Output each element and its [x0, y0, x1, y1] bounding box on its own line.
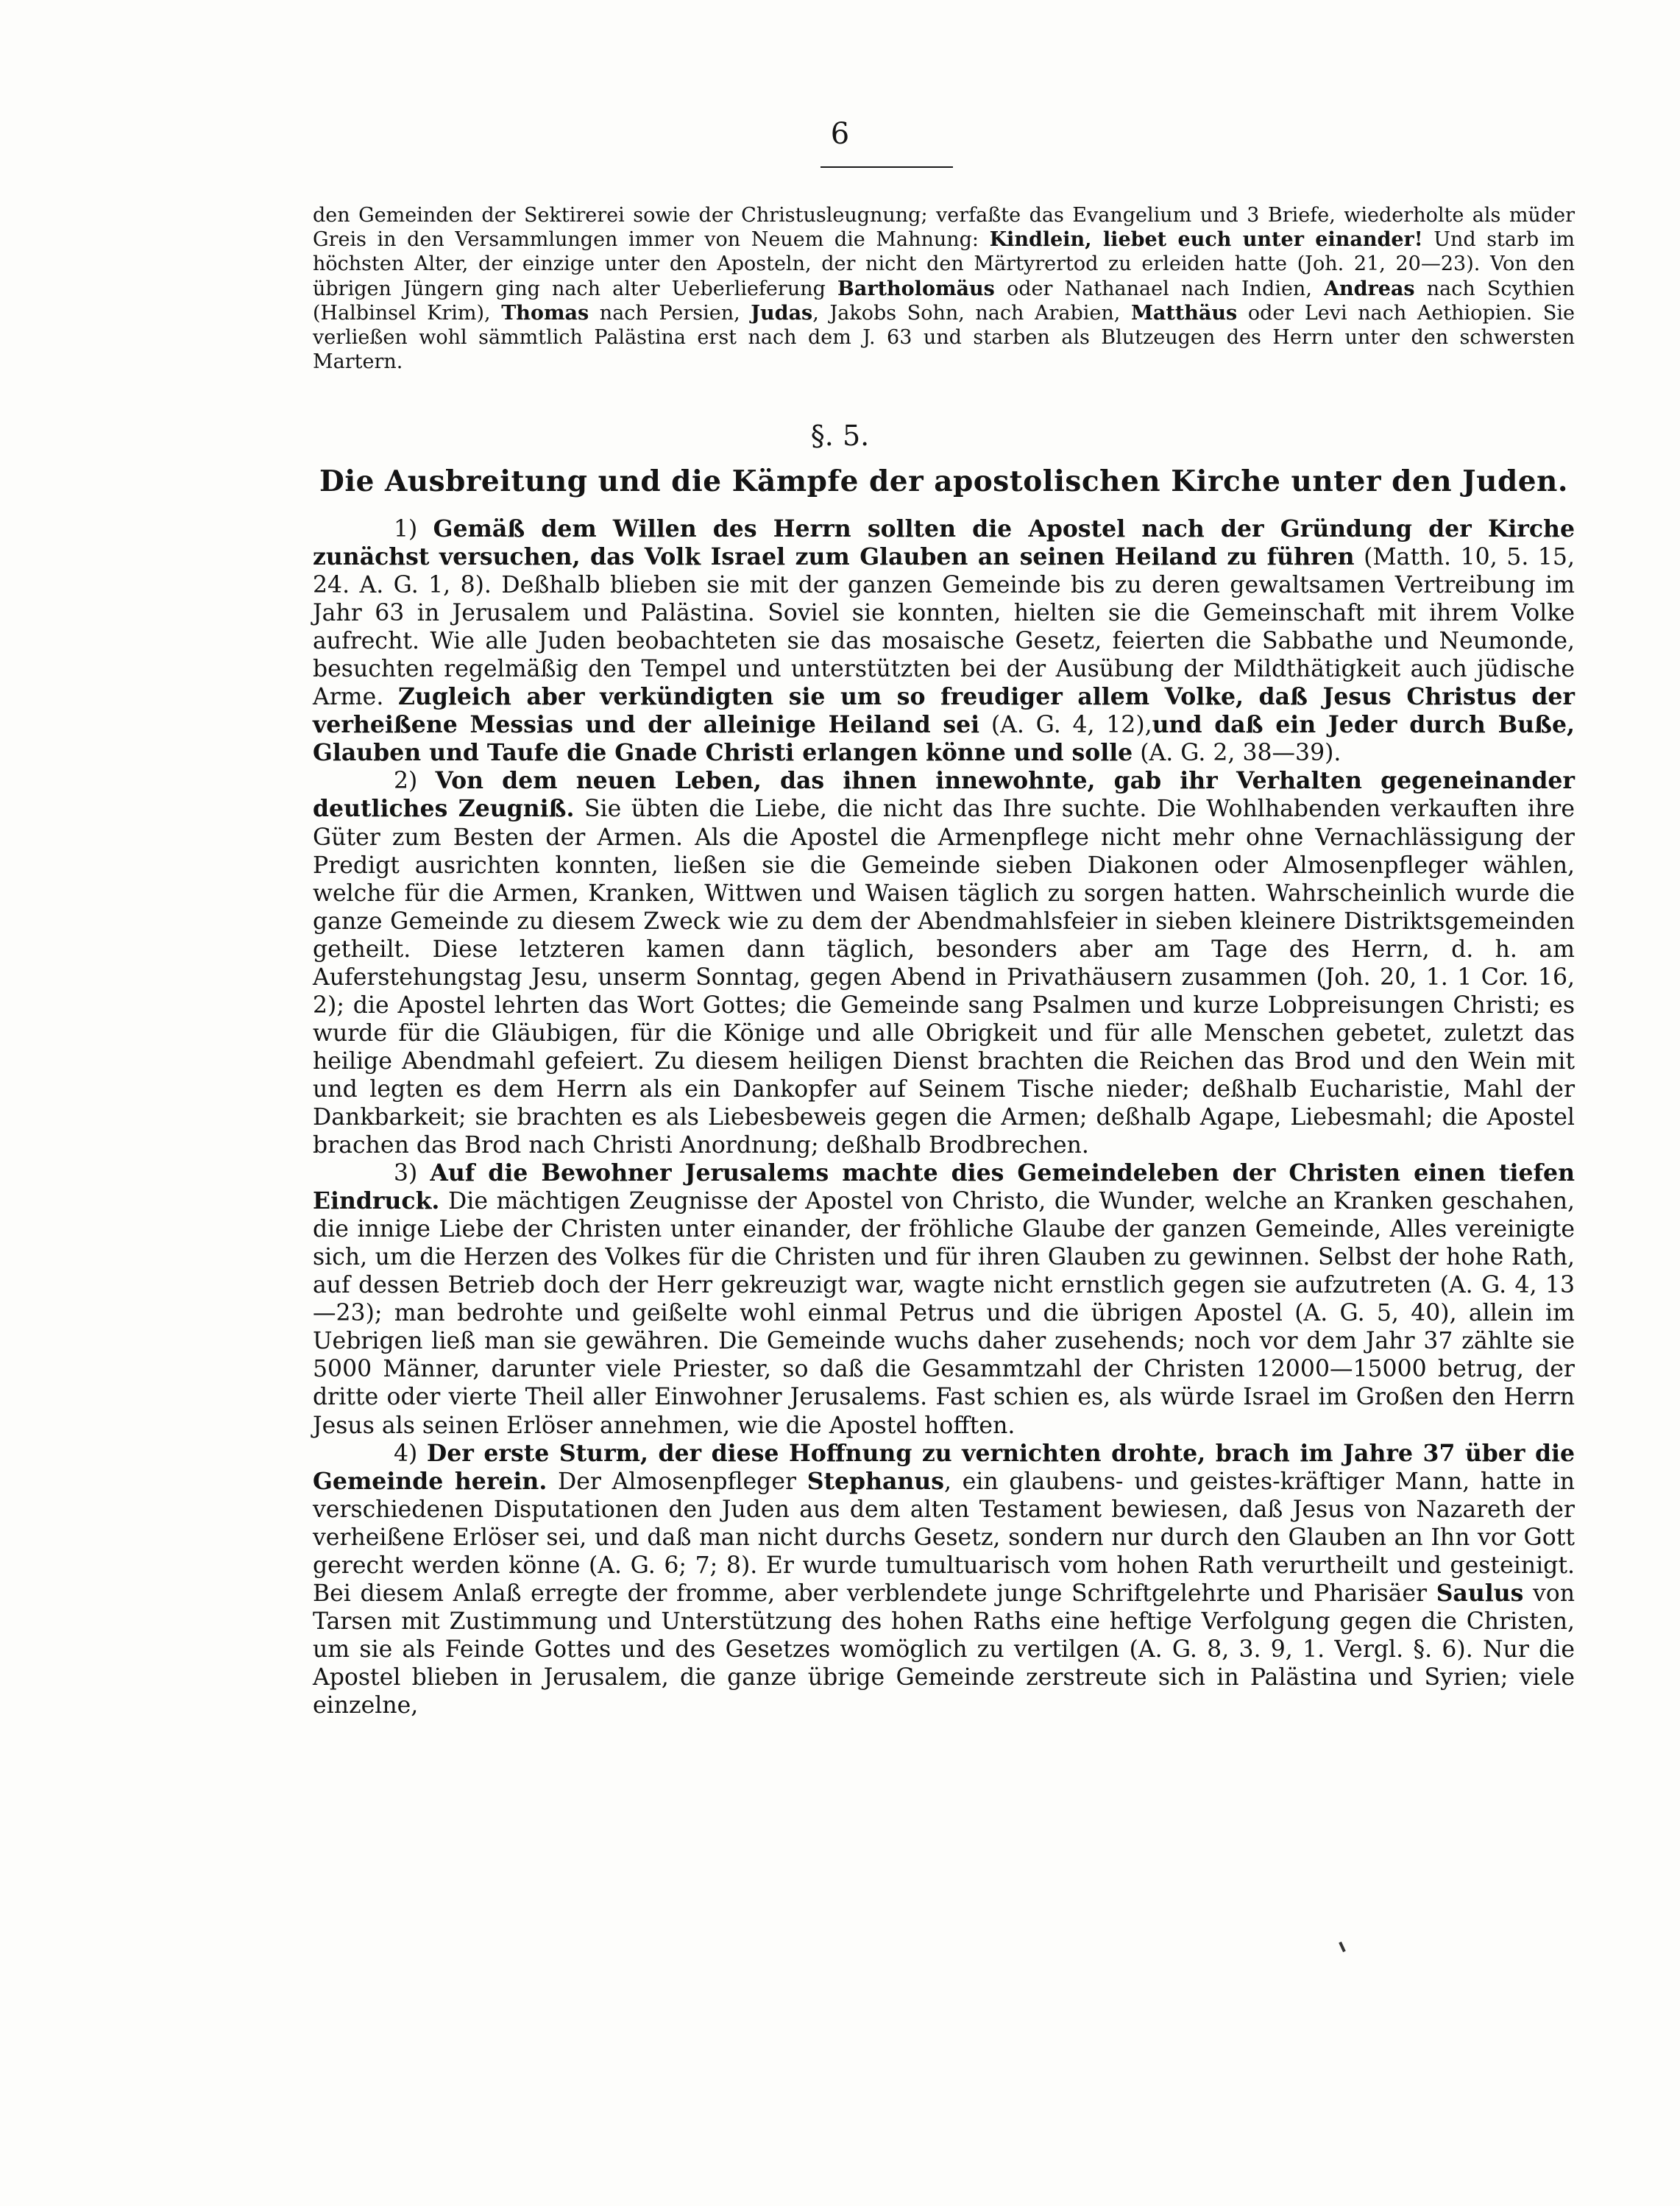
paragraph-2 [313, 767, 1575, 1159]
footnote-text: oder Levi nach Aethiopien. Sie verließen wohl sämmtlich Palästina erst nach dem J. 63 und starben als Blutzeugen des Herrn unter den schwersten Martern. [313, 301, 1576, 374]
paragraph-emphasis: Zugleich aber verkündigten sie um so freudiger allem Volke, daß Jesus Christus der verheißene Messias und der alleinige Heiland sei [313, 683, 1576, 739]
paragraph-text: (A. G. 2, 38—39). [1133, 740, 1341, 767]
footnote-name-thomas: Thomas [501, 301, 589, 325]
footnote-name-andreas: Andreas [1324, 277, 1415, 300]
paragraph-emphasis: Von dem neuen Leben, das ihnen innewohnte, gab ihr Verhalten gegeneinander deutliches Zeugniß. [313, 767, 1575, 823]
header-rule [820, 166, 953, 168]
paragraph-emphasis: und daß ein Jeder durch Buße, Glauben und Taufe die Gnade Christi erlangen könne und solle [313, 711, 1575, 767]
paragraph-text: 4) [394, 1440, 427, 1467]
footnote-text: den Gemeinden der Sektirerei sowie der Christusleugnung; verfaßte das Evangelium und 3 Briefe, wiederholte als müder Greis in den Versammlungen immer von Neuem die Mahnung: [313, 204, 1575, 252]
footnote-text: Und starb im höchsten Alter, der einzige unter den Aposteln, der nicht den Märtyrertod zu erleiden hatte (Joh. 21, 20—23). Von den übrigen Jüngern ging nach alter Ueberlieferung [313, 228, 1575, 300]
paragraph-text: von Tarsen mit Zustimmung und Unterstützung des hohen Raths eine heftige Verfolgung gegen die Christen, um sie als Feinde Gottes und des Gesetzes womöglich zu vertilgen (A. G. 8, 3. 9, 1. Vergl. §. 6). Nur die Apostel blieben in Jerusalem, die ganze übrige Gemeinde zerstreute sich in Palästina und Syrien; viele einzelne, [313, 1580, 1575, 1719]
ink-speck [1339, 1942, 1346, 1952]
footnote-text: nach Persien, [589, 301, 751, 325]
paragraph-3 [313, 1159, 1575, 1439]
footnote-text: nach Scythien (Halbinsel Krim), [313, 277, 1576, 325]
page-number: 6 [830, 117, 850, 151]
paragraph-text: (Matth. 10, 5. 15, 24. A. G. 1, 8). Deßhalb blieben sie mit der ganzen Gemeinde bis zu deren gewaltsamen Vertreibung im Jahr 63 in Jerusalem und Palästina. Soviel sie konnten, hielten sie die Gemeinschaft mit ihrem Volke aufrecht. Wie alle Juden beobachteten sie das mosaische Gesetz, feierten die Sabbathe und Neumonde, besuchten regelmäßig den Tempel und unterstützten bei der Ausübung der Mildthätigkeit auch jüdische Arme. [313, 544, 1575, 711]
footnote-name-bartholomaeus: Bartholomäus [837, 277, 995, 300]
paragraph-text: 1) [394, 516, 433, 542]
body-text [313, 515, 1575, 1719]
section-title: Die Ausbreitung und die Kämpfe der apostolischen Kirche unter den Juden. [319, 464, 1568, 498]
paragraph-text: 2) [394, 768, 436, 795]
paragraph-text: Sie übten die Liebe, die nicht das Ihre suchte. Die Wohlhabenden verkauften ihre Güter zum Besten der Armen. Als die Apostel die Armenpflege nicht mehr ohne Vernachlässigung der Predigt ausrichten konnten, ließen sie die Gemeinde sieben Diakonen oder Almosenpfleger wählen, welche für die Armen, Kranken, Wittwen und Waisen täglich zu sorgen hatten. Wahrscheinlich wurde die ganze Gemeinde zu diesem Zweck wie zu dem der Abendmahlsfeier in sieben kleinere Distriktsgemeinden getheilt. Diese letzteren kamen dann täglich, besonders aber am Tage des Herrn, d. h. am Auferstehungstag Jesu, unserm Sonntag, gegen Abend in Privathäusern zusammen (Joh. 20, 1. 1 Cor. 16, 2); die Apostel lehrten das Wort Gottes; die Gemeinde sang Psalmen und kurze Lobpreisungen Christi; es wurde für die Gläubigen, für die Könige und alle Obrigkeit und für alle Menschen gebetet, zuletzt das heilige Abendmahl gefeiert. Zu diesem heiligen Dienst brachten die Reichen das Brod und den Wein mit und legten es dem Herrn als ein Dankopfer auf Seinem Tische nieder; deßhalb Eucharistie, Mahl der Dankbarkeit; sie brachten es als Liebesbeweis gegen die Armen; deßhalb Agape, Liebesmahl; die Apostel brachen das Brod nach Christi Anordnung; deßhalb Brodbrechen. [313, 796, 1575, 1159]
footnote-text: , Jakobs Sohn, nach Arabien, [812, 301, 1131, 325]
paragraph-text: Der Almosenpfleger [547, 1468, 807, 1495]
section-number: §. 5. [810, 420, 870, 452]
name-stephanus: Stephanus [807, 1467, 944, 1495]
name-saulus: Saulus [1436, 1579, 1524, 1607]
paragraph-text: , ein glaubens- und geistes-kräftiger Mann, hatte in verschiedenen Disputationen den Juden aus dem alten Testament bewiesen, daß Jesus von Nazareth der verheißene Erlöser sei, und daß man nicht durchs Gesetz, sondern nur durch den Glauben an Ihn vor Gott gerecht werden könne (A. G. 6; 7; 8). Er wurde tumultuarisch vom hohen Rath verurtheilt und gesteinigt. Bei diesem Anlaß erregte der fromme, aber verblendete junge Schriftgelehrte und Pharisäer [313, 1468, 1575, 1607]
footnote-text: oder Nathanael nach Indien, [994, 277, 1325, 300]
paragraph-text: 3) [394, 1160, 430, 1187]
paragraph-text: Die mächtigen Zeugnisse der Apostel von Christo, die Wunder, welche an Kranken geschahen, die innige Liebe der Christen unter einander, der fröhliche Glaube der ganzen Gemeinde, Alles vereinigte sich, um die Herzen des Volkes für die Christen und für ihren Glauben zu gewinnen. Selbst der hohe Rath, auf dessen Betrieb doch der Herr gekreuzigt war, wagte nicht ernstlich gegen sie aufzutreten (A. G. 4, 13—23); man bedrohte und geißelte wohl einmal Petrus und die übrigen Apostel (A. G. 5, 40), allein im Uebrigen ließ man sie gewähren. Die Gemeinde wuchs daher zusehends; noch vor dem Jahr 37 zählte sie 5000 Männer, darunter viele Priester, so daß die Gesammtzahl der Christen 12000—15000 betrug, der dritte oder vierte Theil aller Einwohner Jerusalems. Fast schien es, als würde Israel im Großen den Herrn Jesus als seinen Erlöser annehmen, wie die Apostel hofften. [313, 1188, 1575, 1439]
paragraph-1 [313, 515, 1575, 767]
footnote-emphasis: Kindlein, liebet euch unter einander! [989, 228, 1423, 252]
footnote-name-matthaeus: Matthäus [1130, 301, 1238, 325]
paragraph-emphasis: Gemäß dem Willen des Herrn sollten die Apostel nach der Gründung der Kirche zunächst versuchen, das Volk Israel zum Glauben an seinen Heiland zu führen [313, 515, 1576, 571]
footnote-name-judas: Judas [751, 301, 813, 325]
paragraph-emphasis: Auf die Bewohner Jerusalems machte dies Gemeindeleben der Christen einen tiefen Eindruck. [313, 1159, 1575, 1215]
paragraph-emphasis: Der erste Sturm, der diese Hoffnung zu vernichten drohte, brach im Jahre 37 über die Gemeinde herein. [313, 1439, 1575, 1495]
footnote-block [313, 203, 1575, 374]
paragraph-text: (A. G. 4, 12), [979, 712, 1152, 739]
paragraph-4 [313, 1440, 1575, 1719]
